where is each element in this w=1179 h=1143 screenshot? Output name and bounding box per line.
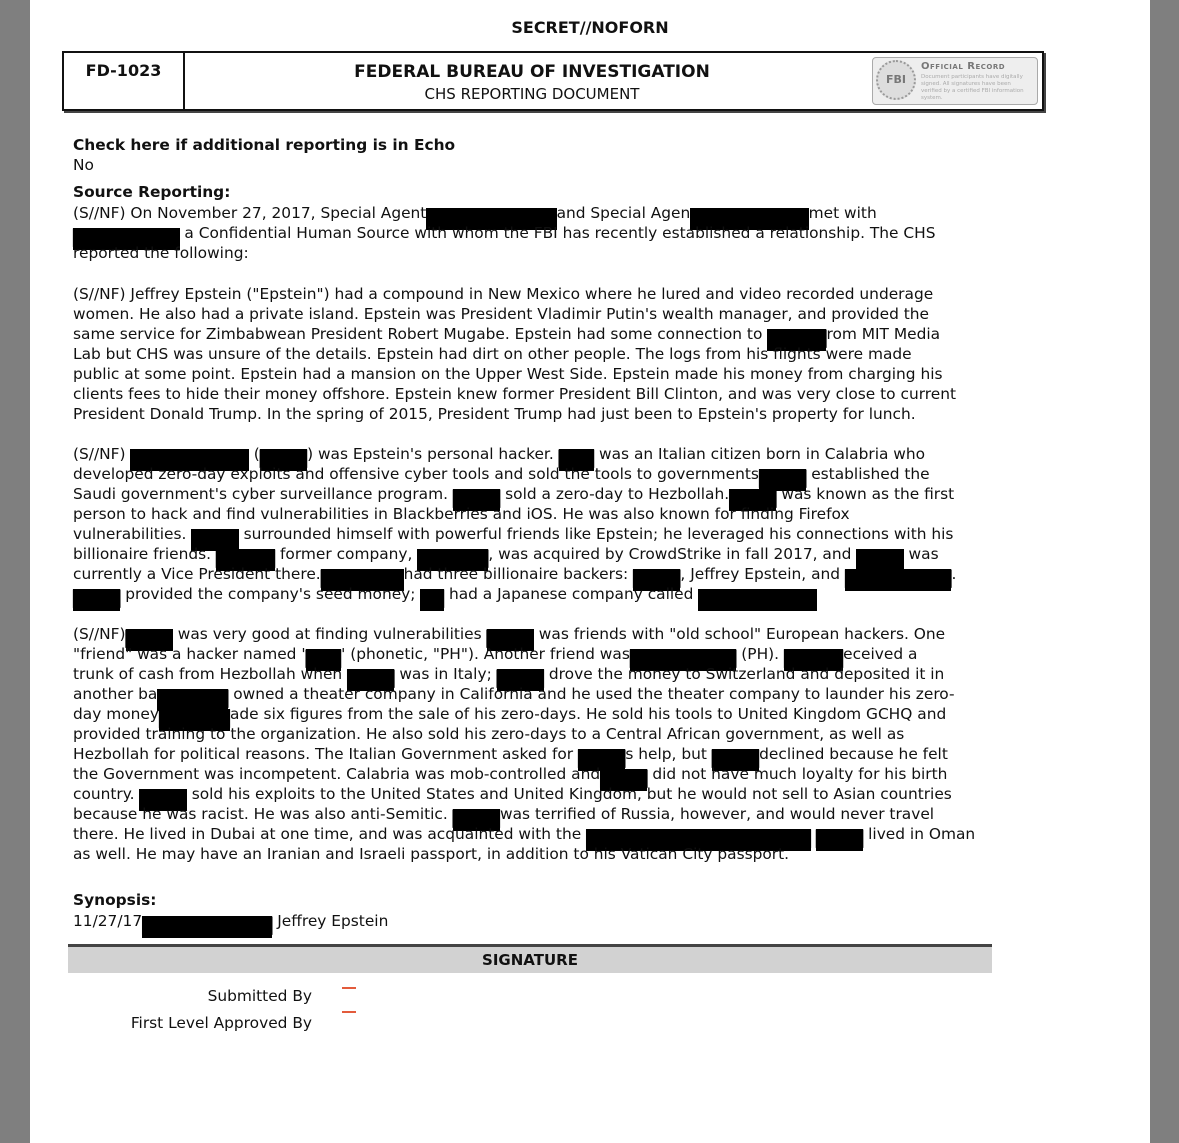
redaction-box: ████ bbox=[856, 549, 903, 571]
text-segment: and Special Agen bbox=[556, 204, 691, 222]
document-type: CHS REPORTING DOCUMENT bbox=[424, 85, 640, 103]
text-segment: ade six figures from the sale of his zero-days. He sold his tools to United Kingdom GCHQ and bbox=[229, 705, 947, 723]
text-line bbox=[73, 844, 789, 864]
text-segment: clients fees to hide their money offshore. Epstein knew former President Bill Clinton, and was very close to current bbox=[73, 385, 956, 403]
text-segment: (S//NF) bbox=[73, 625, 126, 643]
text-segment: a Confidential Human Source with whom the FBI has recently established a relationship. The CHS bbox=[179, 224, 936, 242]
text-line bbox=[73, 584, 817, 611]
text-segment: because he was racist. He was also anti-Semitic. bbox=[73, 805, 453, 823]
submitted-by-signature-mark bbox=[342, 987, 356, 989]
redaction-box: ████ bbox=[191, 529, 238, 551]
text-segment: was bbox=[903, 545, 939, 563]
signature-section-header: SIGNATURE bbox=[68, 944, 992, 973]
redaction-box: ██ bbox=[420, 589, 444, 611]
redaction-box: █████ bbox=[767, 329, 826, 351]
redaction-box: ██████████ bbox=[130, 449, 248, 471]
text-segment: Saudi government's cyber surveillance program. bbox=[73, 485, 453, 503]
redaction-box: ████ bbox=[729, 489, 776, 511]
text-segment: surrounded himself with powerful friends like Epstein; he leveraged his connections with his bbox=[238, 525, 954, 543]
approved-by-signature-mark bbox=[342, 1011, 356, 1013]
text-segment: Lab but CHS was unsure of the details. Epstein had dirt on other people. The logs from his flights were made bbox=[73, 345, 912, 363]
text-segment: was friends with "old school" European hackers. One bbox=[533, 625, 946, 643]
text-segment: trunk of cash from Hezbollah when bbox=[73, 665, 348, 683]
text-line bbox=[73, 243, 249, 263]
text-segment: women. He also had a private island. Epstein was President Vladimir Putin's wealth manager, and provided the bbox=[73, 305, 930, 323]
document-header bbox=[62, 51, 1044, 111]
text-line bbox=[73, 384, 956, 404]
official-record-text: Document participants have digitally signed. All signatures have been verified by a certified FBI information system. bbox=[921, 74, 1024, 101]
fbi-seal-icon: FBI bbox=[876, 60, 916, 100]
document-page bbox=[30, 0, 1150, 1143]
text-segment: person to hack and find vulnerabilities in Blackberries and iOS. He was also known for finding Firefox bbox=[73, 505, 850, 523]
redaction-box: ████ bbox=[497, 669, 544, 691]
redaction-box: █████████ bbox=[630, 649, 737, 671]
redaction-box: ████ bbox=[260, 449, 307, 471]
text-segment: drove the money to Switzerland and deposited it in bbox=[544, 665, 945, 683]
text-segment: "friend" was a hacker named ' bbox=[73, 645, 306, 663]
submitted-by-label: Submitted By bbox=[207, 987, 312, 1005]
text-segment: lived in Oman bbox=[863, 825, 976, 843]
text-segment: met with bbox=[808, 204, 877, 222]
echo-value: No bbox=[73, 156, 94, 174]
text-segment: ' (phonetic, "PH"). Another friend was bbox=[341, 645, 630, 663]
redaction-box: ███ bbox=[306, 649, 342, 671]
text-segment: country. bbox=[73, 785, 140, 803]
text-segment: , Jeffrey Epstein, and bbox=[680, 565, 845, 583]
official-record-title: Official Record bbox=[921, 61, 1006, 72]
classification-banner: SECRET//NOFORN bbox=[511, 18, 669, 37]
text-segment: did not have much loyalty for his birth bbox=[647, 765, 948, 783]
text-segment: (S//NF) On November 27, 2017, Special Agent bbox=[73, 204, 427, 222]
text-segment: day money bbox=[73, 705, 159, 723]
text-line bbox=[73, 364, 943, 384]
text-segment: sold his exploits to the United States and United Kingdom, but he would not sell to Asian countries bbox=[186, 785, 952, 803]
redaction-box: ██████ bbox=[417, 549, 488, 571]
text-segment: billionaire friends. bbox=[73, 545, 216, 563]
text-segment: s help, but bbox=[625, 745, 712, 763]
redaction-box: ████ bbox=[347, 669, 394, 691]
text-segment: Hezbollah for political reasons. The Italian Government asked for bbox=[73, 745, 579, 763]
redaction-box: ████ bbox=[759, 469, 806, 491]
text-segment: the Government was incompetent. Calabria was mob-controlled and bbox=[73, 765, 601, 783]
text-line bbox=[73, 724, 904, 744]
text-line bbox=[73, 304, 929, 324]
redaction-box: ███████████████████ bbox=[586, 829, 811, 851]
redaction-box: ███████████ bbox=[426, 208, 556, 230]
text-line bbox=[73, 284, 933, 304]
text-line bbox=[73, 344, 912, 364]
text-segment: was in Italy; bbox=[394, 665, 497, 683]
text-segment: had a Japanese company called bbox=[444, 585, 699, 603]
text-segment: eceived a bbox=[843, 645, 918, 663]
redaction-box: ████ bbox=[487, 629, 534, 651]
text-segment: as well. He may have an Iranian and Israeli passport, in addition to his Vatican City passport. bbox=[73, 845, 790, 863]
text-segment: developed zero-day exploits and offensive cyber tools and sold the tools to governments bbox=[73, 465, 759, 483]
redaction-box: ████ bbox=[578, 749, 625, 771]
text-segment: was known as the first bbox=[776, 485, 955, 503]
text-segment: reported the following: bbox=[73, 244, 249, 262]
text-segment: there. He lived in Dubai at one time, and was acquainted with the bbox=[73, 825, 587, 843]
official-record-stamp bbox=[872, 57, 1038, 105]
synopsis-label: Synopsis: bbox=[73, 891, 157, 909]
text-segment: another ba bbox=[73, 685, 158, 703]
redaction-box: ██████████ bbox=[690, 208, 808, 230]
redaction-box: ████ bbox=[453, 489, 500, 511]
text-segment: public at some point. Epstein had a mansion on the Upper West Side. Epstein made his money from charging his bbox=[73, 365, 943, 383]
redaction-box: █████ bbox=[216, 549, 275, 571]
text-segment: President Donald Trump. In the spring of 2015, President Trump had just been to Epstein's property for lunch. bbox=[73, 405, 916, 423]
text-segment: established the bbox=[806, 465, 930, 483]
text-segment: currently a Vice President there. bbox=[73, 565, 321, 583]
text-segment: . bbox=[951, 565, 957, 583]
text-segment: provided the company's seed money; bbox=[120, 585, 421, 603]
redaction-box: █████ bbox=[784, 649, 843, 671]
text-segment: ( bbox=[248, 445, 260, 463]
form-number: FD-1023 bbox=[64, 53, 185, 109]
text-line bbox=[73, 504, 850, 524]
source-reporting-label: Source Reporting: bbox=[73, 183, 231, 201]
text-segment: owned a theater company in California and he used the theater company to launder his zero- bbox=[228, 685, 955, 703]
text-segment: sold a zero-day to Hezbollah. bbox=[500, 485, 730, 503]
redaction-box: ████ bbox=[126, 629, 173, 651]
redaction-box: ██████████ bbox=[698, 589, 816, 611]
text-segment: was an Italian citizen born in Calabria who bbox=[594, 445, 926, 463]
redaction-box: ████ bbox=[453, 809, 500, 831]
redaction-box: ██████ bbox=[159, 709, 230, 731]
text-segment: , was acquired by CrowdStrike in fall 2017, and bbox=[488, 545, 857, 563]
redaction-box: █████████ bbox=[73, 228, 180, 250]
redaction-box: ████ bbox=[73, 589, 120, 611]
text-segment: declined because he felt bbox=[759, 745, 948, 763]
text-segment: (PH). bbox=[736, 645, 784, 663]
text-line bbox=[73, 404, 916, 424]
redaction-box: ████ bbox=[712, 749, 759, 771]
text-segment: (S//NF) bbox=[73, 445, 131, 463]
text-segment: was terrified of Russia, however, and would never travel bbox=[500, 805, 935, 823]
text-segment: provided training to the organization. He also sold his zero-days to a Central African government, as well as bbox=[73, 725, 905, 743]
text-segment: 11/27/17 bbox=[73, 912, 143, 930]
redaction-box: ███████ bbox=[321, 569, 404, 591]
text-segment: had three billionaire backers: bbox=[403, 565, 634, 583]
text-segment: same service for Zimbabwean President Robert Mugabe. Epstein had some connection to bbox=[73, 325, 768, 343]
text-segment: rom MIT Media bbox=[826, 325, 941, 343]
text-segment: ) was Epstein's personal hacker. bbox=[307, 445, 559, 463]
redaction-box: ███ bbox=[559, 449, 595, 471]
text-segment: (S//NF) Jeffrey Epstein ("Epstein") had a compound in New Mexico where he lured and video recorded underage bbox=[73, 285, 934, 303]
redaction-box: ████ bbox=[600, 769, 647, 791]
text-segment: vulnerabilities. bbox=[73, 525, 192, 543]
redaction-box: ██████ bbox=[157, 689, 228, 711]
redaction-box: ███████████ bbox=[142, 916, 272, 938]
text-segment: former company, bbox=[275, 545, 418, 563]
agency-title: FEDERAL BUREAU OF INVESTIGATION bbox=[354, 62, 710, 82]
redaction-box: ████ bbox=[633, 569, 680, 591]
echo-label: Check here if additional reporting is in Echo bbox=[73, 136, 456, 154]
redaction-box: █████████ bbox=[845, 569, 952, 591]
redaction-box: ████ bbox=[816, 829, 863, 851]
text-line bbox=[73, 911, 388, 938]
approved-by-label: First Level Approved By bbox=[130, 1014, 312, 1032]
text-segment: Jeffrey Epstein bbox=[272, 912, 389, 930]
redaction-box: ████ bbox=[139, 789, 186, 811]
text-segment: was very good at finding vulnerabilities bbox=[172, 625, 487, 643]
